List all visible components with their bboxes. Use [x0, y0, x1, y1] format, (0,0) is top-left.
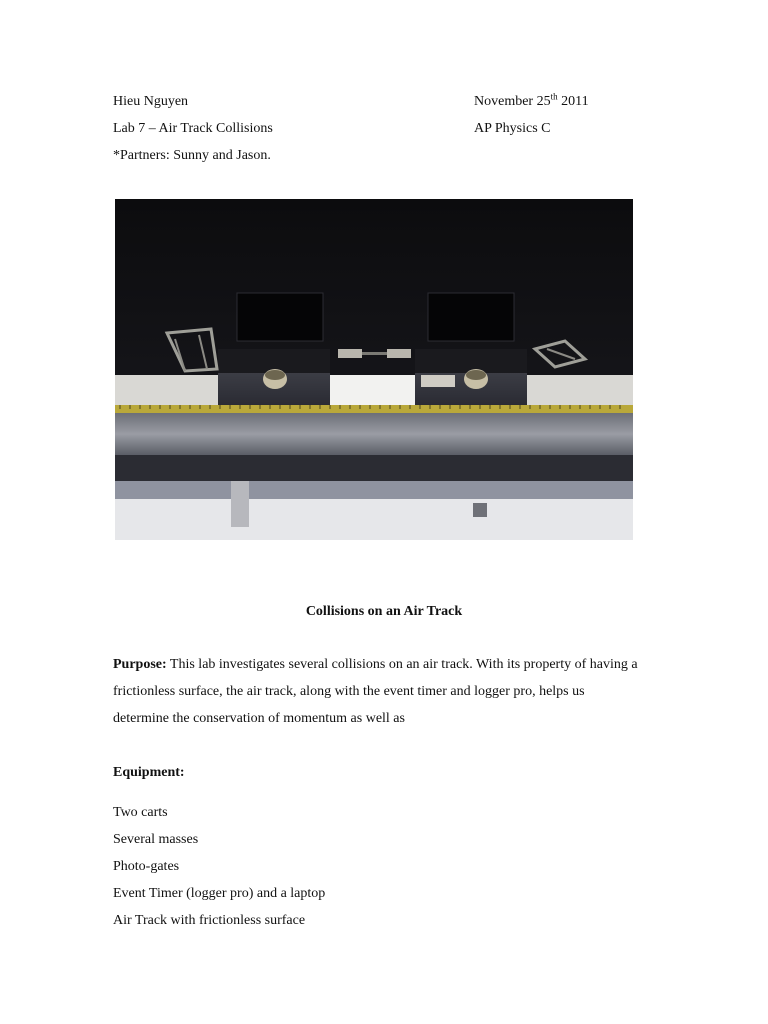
report-date: [474, 91, 589, 110]
air-track-photo: [115, 199, 633, 540]
list-item: Event Timer (logger pro) and a laptop: [113, 886, 326, 901]
equipment-list: [113, 799, 325, 934]
partners-line: *Partners: Sunny and Jason.: [113, 148, 271, 163]
date-month: November 25: [474, 94, 551, 109]
list-item: Two carts: [113, 805, 168, 820]
purpose-paragraph: [113, 651, 643, 732]
course-name: AP Physics C: [474, 121, 551, 136]
list-item: Several masses: [113, 832, 199, 847]
date-year: 2011: [561, 94, 589, 109]
date-suffix: th: [550, 91, 558, 102]
list-item: Air Track with frictionless surface: [113, 913, 306, 928]
author-name: Hieu Nguyen: [113, 94, 189, 109]
lab-title: Lab 7 – Air Track Collisions: [113, 121, 273, 136]
equipment-heading: Equipment:: [113, 765, 185, 780]
document-title: Collisions on an Air Track: [305, 604, 463, 619]
purpose-text: This lab investigates several collisions on an air track. With its property of having a frictionless surface, the air track, along with the event timer and logger pro, helps us determine the conservation of momentum as well as: [113, 657, 638, 726]
purpose-label: Purpose:: [113, 657, 167, 672]
list-item: Photo-gates: [113, 859, 180, 874]
